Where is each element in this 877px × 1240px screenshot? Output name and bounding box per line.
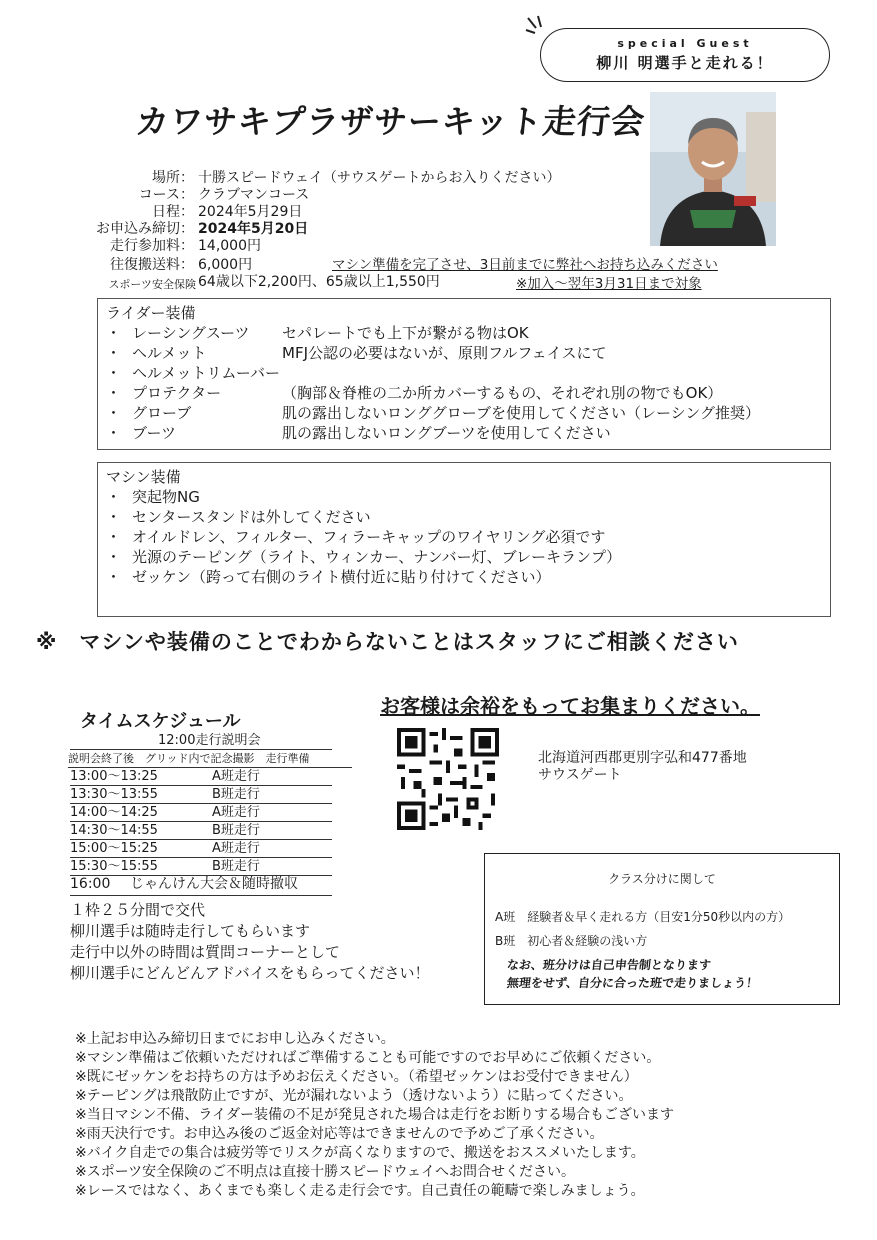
note-item: ※レースではなく、あくまでも楽しく走る走行会です。自己責任の範疇で楽しみましょう。 <box>75 1183 645 1199</box>
schedule-subline: 説明会終了後 グリッド内で記念撮影 走行準備 <box>68 750 352 768</box>
page-title: カワサキプラザサーキット走行会 <box>133 102 648 141</box>
list-item: ・ プロテクター （胸部＆脊椎の二か所カバーするもの、それぞれ別の物でもOK） <box>106 384 723 402</box>
schedule-notes <box>70 900 430 984</box>
schedule-table <box>70 732 360 896</box>
address-line: 北海道河西郡更別字弘和477番地 <box>538 750 747 766</box>
note-item: ※雨天決行です。お申込み後のご返金対応等はできませんので予めご了承ください。 <box>75 1126 604 1142</box>
info-label: 日程： <box>152 204 194 220</box>
info-label: 走行参加料： <box>110 238 194 254</box>
class-info-box <box>484 853 840 1005</box>
guest-name: 柳川 明選手と走れる！ <box>596 54 774 72</box>
list-item: ・ オイルドレン、フィルター、フィラーキャップのワイヤリング必須です <box>106 528 606 546</box>
note-item: ※バイク自走での集合は疲労等でリスクが高くなりますので、搬送をおススメいたします。 <box>75 1145 645 1161</box>
guest-bubble <box>540 28 830 82</box>
free-text-line: 柳川選手は随時走行してもらいます <box>70 922 311 940</box>
table-row: 15:30～15:55 B班走行 <box>70 858 332 876</box>
note-item: ※当日マシン不備、ライダー装備の不足が発見された場合は走行をお断りする場合もございます <box>75 1107 674 1123</box>
note-item: ※スポーツ安全保険のご不明点は直接十勝スピードウェイへお問合せください。 <box>75 1164 576 1180</box>
info-label: スポーツ安全保険 <box>108 278 196 291</box>
list-item: ・ ヘルメット MFJ公認の必要はないが、原則フルフェイスにて <box>106 344 607 362</box>
free-text-line: １枠２５分間で交代 <box>70 901 206 919</box>
rider-gear-heading: ライダー装備 <box>106 304 196 322</box>
info-value: 14,000円 <box>198 238 261 254</box>
deadline-value: 2024年5月20日 <box>198 221 309 237</box>
list-item: ・ 突起物NG <box>106 488 200 506</box>
class-b-description: B班 初心者＆経験の浅い方 <box>495 934 648 948</box>
class-note: なお、班分けは自己申告制となります <box>506 958 712 972</box>
class-note: 無理をせず、自分に合った班で走りましょう！ <box>506 976 759 990</box>
list-item: ・ グローブ 肌の露出しないロンググローブを使用してください（レーシング推奨） <box>106 404 760 422</box>
address-line: サウスゲート <box>538 767 622 783</box>
table-row: 13:30～13:55 B班走行 <box>70 786 332 804</box>
table-row: 13:00～13:25 A班走行 <box>70 768 332 786</box>
free-text-line: 走行中以外の時間は質問コーナーとして <box>70 943 341 961</box>
info-label: 場所： <box>152 170 194 186</box>
rider-gear-box <box>97 298 831 450</box>
table-row: 14:30～14:55 B班走行 <box>70 822 332 840</box>
list-item: ・ ゼッケン（跨って右側のライト横付近に貼り付けてください） <box>106 568 551 586</box>
insurance-note: ※加入～翌年3月31日まで対象 <box>516 276 702 292</box>
note-item: ※テーピングは飛散防止ですが、光が漏れないよう（透けないよう）に貼ってください。 <box>75 1088 633 1104</box>
list-item: ・ ブーツ 肌の露出しないロングブーツを使用してください <box>106 424 611 442</box>
info-value: 2024年5月29日 <box>198 204 303 220</box>
guest-tag: special Guest <box>617 37 753 50</box>
free-text-line: 柳川選手にどんどんアドバイスをもらってください！ <box>70 964 430 982</box>
info-value: クラブマンコース <box>198 187 310 203</box>
list-item: ・ レーシングスーツ セパレートでも上下が繋がる物はOK <box>106 324 529 342</box>
staff-notice: ※ マシンや装備のことでわからないことはスタッフにご相談ください <box>36 630 739 654</box>
machine-gear-heading: マシン装備 <box>106 468 181 486</box>
list-item: ・ ヘルメットリムーバー <box>106 364 281 382</box>
schedule-title: タイムスケジュール <box>80 711 241 732</box>
table-row: 16:00 じゃんけん大会＆随時撤収 <box>70 876 332 896</box>
table-row: 14:00～14:25 A班走行 <box>70 804 332 822</box>
info-value: 6,000円 <box>198 257 253 273</box>
note-item: ※既にゼッケンをお持ちの方は予めお伝えください。（希望ゼッケンはお受付できません） <box>75 1069 638 1085</box>
info-label: コース： <box>138 187 194 203</box>
info-value: 64歳以下2,200円、65歳以上1,550円 <box>198 274 440 290</box>
machine-gear-box <box>97 462 831 617</box>
transport-note: マシン準備を完了させ、3日前までに弊社へお持ち込みください <box>332 257 718 273</box>
info-label: お申込み締切： <box>96 221 194 237</box>
info-value: 十勝スピードウェイ（サウスゲートからお入りください） <box>198 170 561 186</box>
venue-address <box>538 750 747 784</box>
event-info <box>90 170 790 295</box>
note-item: ※マシン準備はご依頼いただければご準備することも可能ですのでお早めにご依頼ください。 <box>75 1050 661 1066</box>
notes-list <box>75 1030 674 1201</box>
class-a-description: A班 経験者＆早く走れる方（目安1分50秒以内の方） <box>495 910 791 924</box>
gather-notice: お客様は余裕をもってお集まりください。 <box>380 694 760 718</box>
list-item: ・ 光源のテーピング（ライト、ウィンカー、ナンバー灯、ブレーキランプ） <box>106 548 622 566</box>
class-box-title: クラス分けに関して <box>608 872 716 886</box>
qr-code[interactable] <box>397 728 499 830</box>
info-label: 往復搬送料： <box>110 257 194 273</box>
briefing-time: 12:00走行説明会 <box>70 732 332 750</box>
table-row: 15:00～15:25 A班走行 <box>70 840 332 858</box>
list-item: ・ センタースタンドは外してください <box>106 508 371 526</box>
note-item: ※上記お申込み締切日までにお申し込みください。 <box>75 1031 395 1047</box>
